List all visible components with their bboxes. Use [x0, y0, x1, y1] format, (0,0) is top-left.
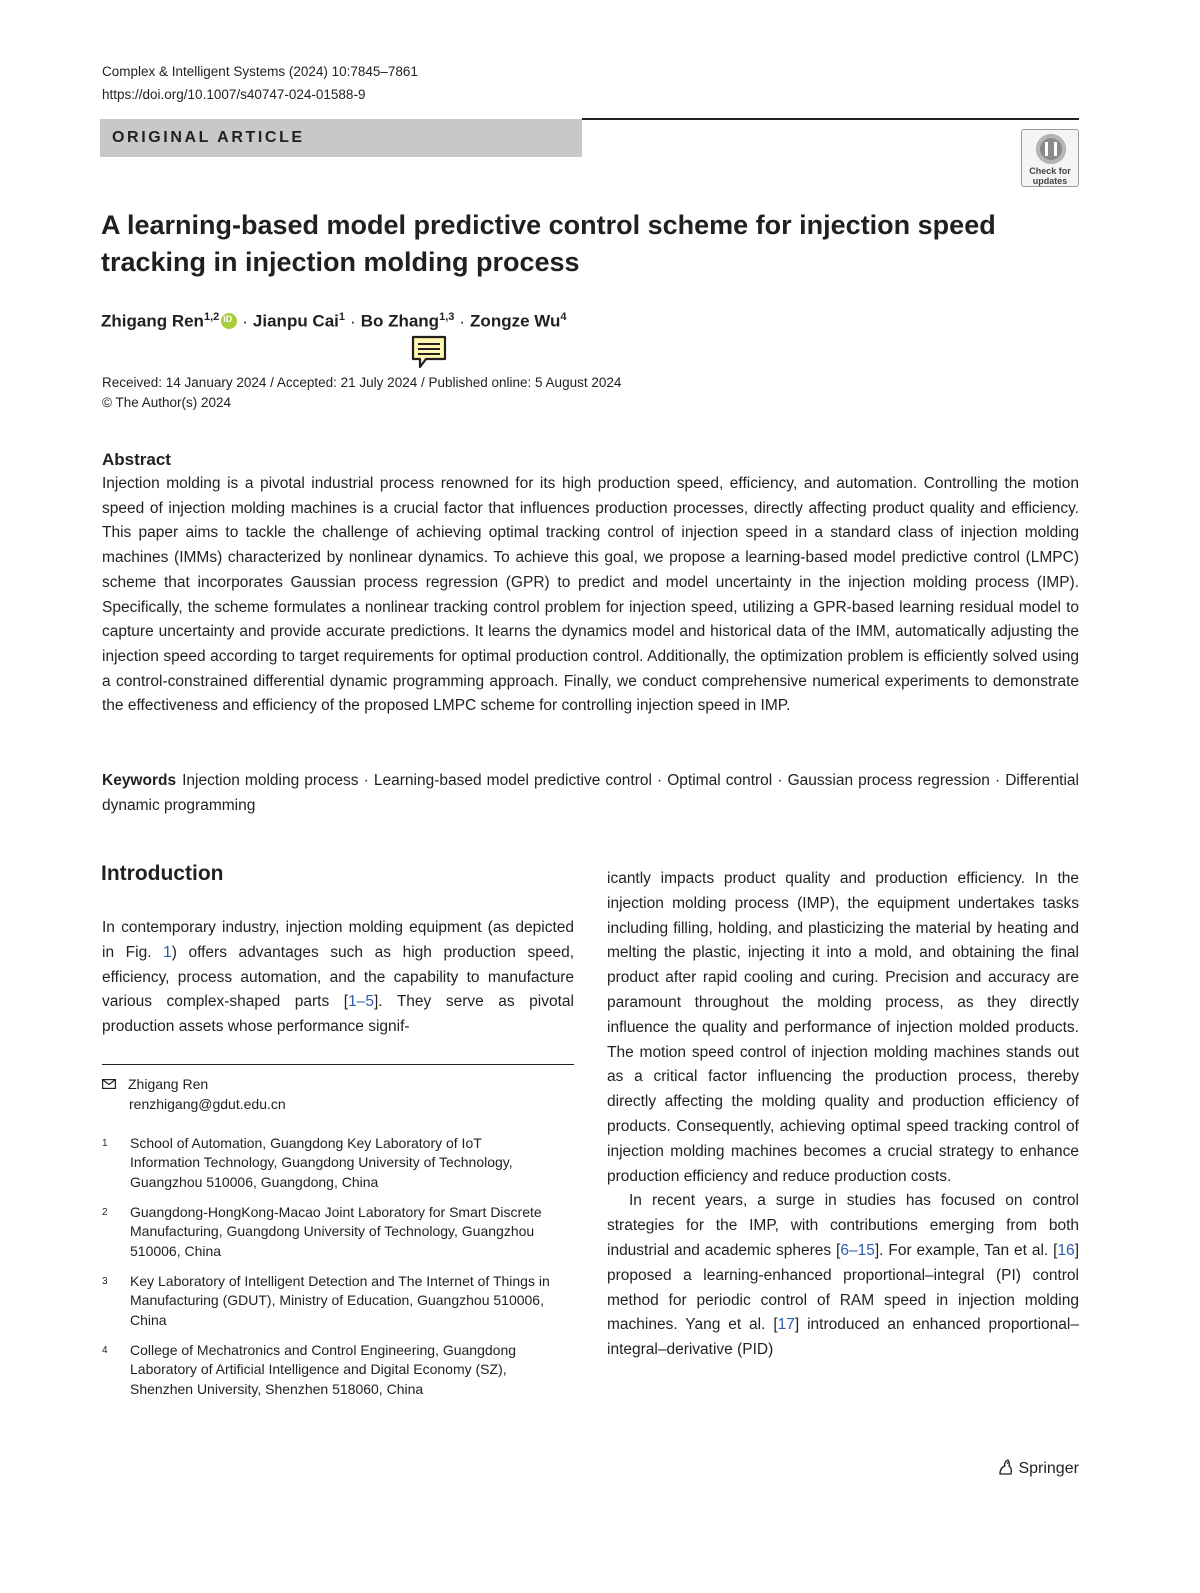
author-separator: ·: [242, 311, 248, 331]
doi-link[interactable]: https://doi.org/10.1007/s40747-024-01588-9: [102, 87, 366, 102]
affiliation: [102, 1203, 574, 1261]
affiliation: [102, 1272, 574, 1330]
text-run: ] introduced an enhanced proportional–integral–derivative (PID): [607, 1316, 1079, 1359]
check-updates-icon: [1036, 134, 1066, 164]
text-run: ] proposed a learning-enhanced proportional–integral (PI) control method for periodic control of RAM speed in injection molding machines. Yang et al. [: [607, 1241, 1079, 1334]
intro-right-column: [607, 867, 1079, 1363]
affiliation-text: Guangdong-HongKong-Macao Joint Laboratory for Smart Discrete Manufacturing, Guangdong University of Technology, Guangzhou 510006, China: [130, 1204, 542, 1259]
intro-paragraph: icantly impacts product quality and production efficiency. In the injection molding process (IMP), the equipment undertakes tasks including filling, holding, and plasticizing the material by heating and melting the plastic, injecting it into a mold, and obtaining the final product after rapid cooling and curing. Precision and accuracy are paramount throughout the molding process, as they directly influence the quality and performance of injection molded products. The motion speed control of injection molding machines stands out as a critical factor influencing the production process, thereby directly affecting the molding quality and production efficiency of products. Consequently, achieving optimal speed tracking control of injection molding machines becomes a crucial strategy to enhance production efficiency and reduce production costs.: [607, 870, 1079, 1185]
text-run: ]. For example, Tan et al. [: [874, 1241, 1058, 1259]
text-run: ) offers advantages such as high production speed, efficiency, process automation, and the capability to manufacture various complex-shaped parts [: [102, 943, 575, 1011]
journal-citation: Complex & Intelligent Systems (2024) 10:7845–7861: [102, 64, 418, 79]
orcid-icon[interactable]: [221, 313, 237, 329]
author-name[interactable]: Zhigang Ren: [101, 311, 204, 331]
keywords-label: Keywords: [102, 772, 177, 789]
author-affiliation: 4: [560, 311, 567, 323]
publisher-name: Springer: [1018, 1460, 1079, 1477]
citation-link[interactable]: 1–5: [348, 993, 374, 1011]
abstract-text: Injection molding is a pivotal industrial process renowned for its high production speed, efficiency, and automation. Controlling the motion speed of injection molding machines is a crucial factor that influences production processes, directly affecting product quality and efficiency. This paper aims to tackle the challenge of achieving optimal tracking control of injection speed in a standard class of injection molding machines (IMMs) characterized by nonlinear dynamics. To achieve this goal, we propose a learning-based model predictive control (LMPC) scheme that incorporates Gaussian process regression (GPR) to predict and model uncertainty in the injection molding process (IMP). Specifically, the scheme formulates a nonlinear tracking control problem for injection speed, utilizing a GPR-based learning residual model to capture uncertainty and provide accurate predictions. It learns the dynamics model and historical data of the IMM, automatically adjusting the injection speed according to target requirements for optimal production control. Additionally, the optimization problem is efficiently solved using a control-constrained differential dynamic programming approach. Finally, we conduct comprehensive numerical experiments to demonstrate the effectiveness and efficiency of the proposed LMPC scheme for controlling injection speed in IMP.: [102, 475, 1079, 715]
corresponding-name: Zhigang Ren: [128, 1076, 209, 1092]
article-type-label: ORIGINAL ARTICLE: [112, 129, 305, 146]
paper-title: A learning-based model predictive control scheme for injection speed tracking in injection molding process: [101, 210, 996, 277]
author-affiliation: 1,2: [203, 311, 220, 323]
affiliation-text: Key Laboratory of Intelligent Detection and The Internet of Things in Manufacturing (GDUT), Ministry of Education, Guangzhou 510006, China: [130, 1273, 550, 1328]
publisher-logo: [996, 1458, 1079, 1478]
figure-link[interactable]: 1: [163, 943, 172, 961]
keywords: [102, 768, 1079, 818]
intro-left-paragraph: [102, 916, 574, 1040]
author-name[interactable]: Jianpu Cai: [252, 311, 339, 331]
article-type-bar: [100, 119, 582, 157]
badge-line2: updates: [1032, 176, 1068, 186]
affiliation-number: 2: [102, 1207, 108, 1218]
author-name[interactable]: Zongze Wu: [470, 311, 561, 331]
affiliation-text: College of Mechatronics and Control Engineering, Guangdong Laboratory of Artificial Intelligence and Digital Economy (SZ), Shenzhen University, Shenzhen 518060, China: [130, 1342, 517, 1397]
section-heading-introduction: Introduction: [101, 862, 224, 885]
affiliation-number: 1: [102, 1138, 108, 1149]
copyright: © The Author(s) 2024: [102, 395, 232, 410]
affiliation: [102, 1341, 574, 1399]
comment-icon[interactable]: [410, 335, 448, 369]
affiliation-text: School of Automation, Guangdong Key Laboratory of IoT Information Technology, Guangdong University of Technology, Guangzhou 510006, Guangdong, China: [130, 1135, 513, 1190]
springer-horse-icon: [996, 1458, 1014, 1476]
affiliation-number: 4: [102, 1345, 108, 1356]
check-for-updates-badge[interactable]: [1021, 129, 1079, 187]
envelope-icon: [102, 1079, 116, 1089]
citation-link[interactable]: 16: [1057, 1241, 1075, 1259]
intro-paragraph: [607, 1189, 1079, 1363]
badge-line1: Check for: [1029, 166, 1071, 176]
text-run: ]. They serve as pivotal production assets whose performance signif-: [102, 993, 574, 1036]
author-name[interactable]: Bo Zhang: [360, 311, 440, 331]
author-affiliation: 1: [338, 311, 346, 323]
author-list: [101, 311, 567, 332]
text-run: In contemporary industry, injection molding equipment (as depicted in Fig.: [102, 919, 574, 961]
header-rule: [582, 118, 1079, 120]
footnote-rule: [102, 1064, 574, 1065]
affiliation: [102, 1134, 574, 1192]
affiliation-number: 3: [102, 1276, 108, 1287]
abstract-heading: Abstract: [102, 450, 171, 469]
corresponding-email[interactable]: renzhigang@gdut.edu.cn: [129, 1096, 286, 1112]
author-separator: ·: [459, 311, 466, 331]
publication-dates: [102, 373, 621, 413]
corresponding-author: [102, 1074, 286, 1114]
author-separator: ·: [350, 311, 356, 331]
author-affiliation: 1,3: [439, 311, 455, 323]
keywords-text: Injection molding process · Learning-based model predictive control · Optimal control · Gaussian process regression · Differential dynamic programming: [102, 772, 1079, 814]
history-dates: Received: 14 January 2024 / Accepted: 21 July 2024 / Published online: 5 August 2024: [102, 375, 622, 390]
text-run: In recent years, a surge in studies has focused on control strategies for the IMP, with contributions emerging from both industrial and academic spheres [: [607, 1192, 1079, 1259]
citation-link[interactable]: 6–15: [840, 1241, 875, 1259]
citation-link[interactable]: 17: [777, 1316, 795, 1334]
